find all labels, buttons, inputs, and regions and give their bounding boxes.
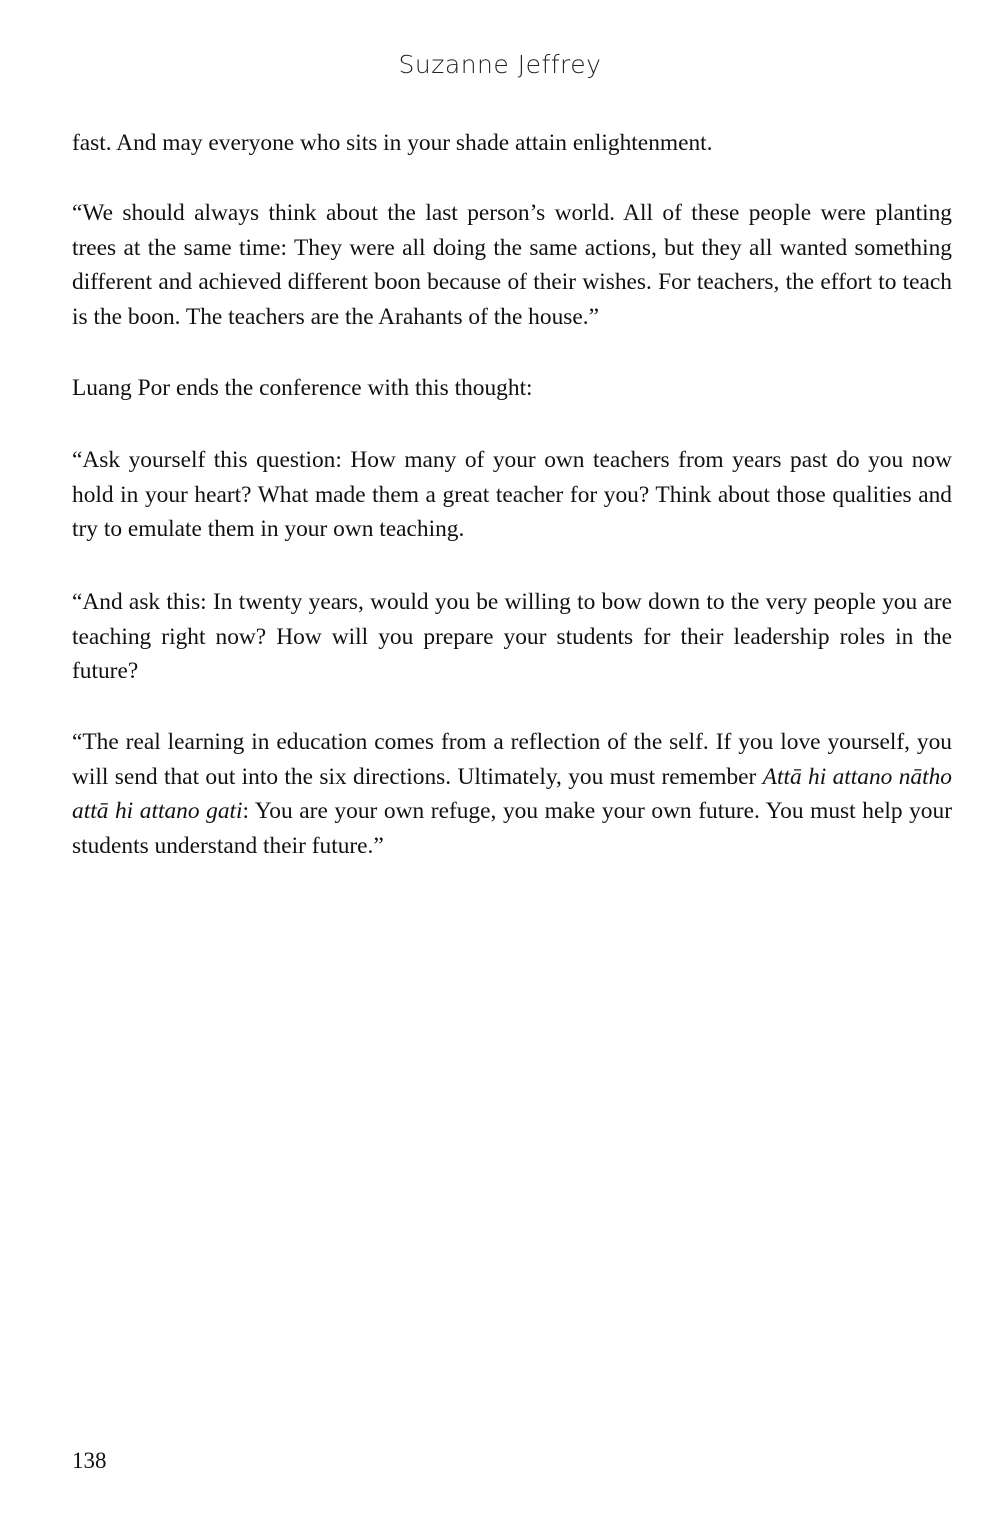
- paragraph-conference-intro: Luang Por ends the conference with this thought:: [72, 375, 533, 401]
- page-number: 138: [72, 1448, 107, 1473]
- paragraph-ask-yourself: “Ask yourself this question: How many of your own teachers from years past do you now hold in your heart? What made them a great teacher for you? Think about those qualities and try to emulate them in your own teaching.: [72, 447, 952, 543]
- paragraph-real-learning-lead: “The real learning in education comes from a reflection of the self. If you love yourself, you will send that out into the six directions. Ultimately, you must remember: [72, 729, 952, 790]
- paragraph-real-learning: [72, 725, 952, 863]
- paragraph-ask-this: “And ask this: In twenty years, would you be willing to bow down to the very people you are teaching right now? How will you prepare your students for their leadership roles in the future?: [72, 589, 952, 685]
- paragraph-continuation: fast. And may everyone who sits in your shade attain enlightenment.: [72, 130, 713, 156]
- paragraph-real-learning-tail: : You are your own refuge, you make your own future. You must help your students understand their future.”: [72, 798, 952, 859]
- pali-quote: Attā hi attano nātho attā hi attano gati: [72, 763, 952, 825]
- paragraph-planting-trees: “We should always think about the last person’s world. All of these people were planting trees at the same time: They were all doing the same actions, but they all wanted something different and achieved different boon because of their wishes. For teachers, the effort to teach is the boon. The teachers are the Arahants of the house.”: [72, 200, 952, 330]
- running-head: Suzanne Jeffrey: [398, 50, 602, 79]
